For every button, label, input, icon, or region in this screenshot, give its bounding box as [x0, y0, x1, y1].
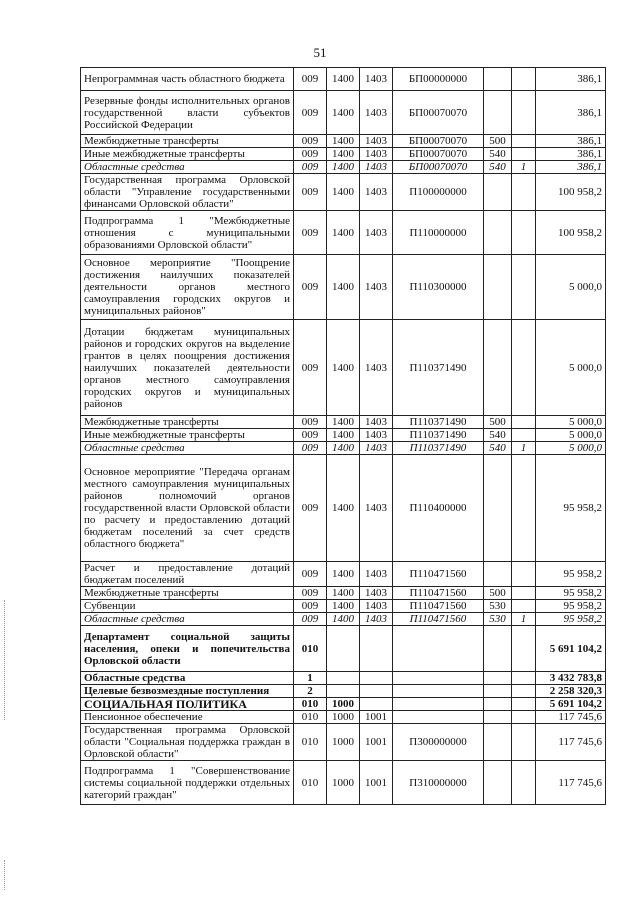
cell-csr — [393, 685, 484, 698]
cell-pr: 1403 — [360, 416, 393, 429]
table-row — [81, 455, 606, 562]
table-row — [81, 600, 606, 613]
cell-src — [512, 724, 536, 761]
cell-gr: 009 — [294, 455, 327, 562]
cell-src — [512, 429, 536, 442]
cell-rz: 1400 — [327, 68, 360, 91]
cell-amount: 386,1 — [536, 68, 606, 91]
cell-vr: 540 — [484, 442, 512, 455]
table-row — [81, 68, 606, 91]
cell-gr: 2 — [294, 685, 327, 698]
cell-pr: 1403 — [360, 429, 393, 442]
cell-src — [512, 587, 536, 600]
cell-src: 1 — [512, 161, 536, 174]
cell-pr: 1403 — [360, 68, 393, 91]
cell-vr — [484, 672, 512, 685]
cell-vr: 530 — [484, 613, 512, 626]
row-name: Государственная программа Орловской области "Социальная поддержка граждан в Орловской области" — [81, 724, 294, 761]
cell-src: 1 — [512, 442, 536, 455]
cell-csr: БП00070070 — [393, 135, 484, 148]
cell-pr: 1403 — [360, 148, 393, 161]
cell-gr: 009 — [294, 320, 327, 416]
cell-amount: 2 258 320,3 — [536, 685, 606, 698]
cell-csr — [393, 698, 484, 711]
cell-gr: 009 — [294, 416, 327, 429]
table-row — [81, 416, 606, 429]
cell-gr: 010 — [294, 761, 327, 805]
cell-csr: П110400000 — [393, 455, 484, 562]
cell-vr — [484, 626, 512, 672]
cell-vr — [484, 685, 512, 698]
cell-vr: 500 — [484, 587, 512, 600]
cell-src — [512, 761, 536, 805]
cell-pr: 1403 — [360, 91, 393, 135]
cell-vr — [484, 68, 512, 91]
table-row — [81, 761, 606, 805]
cell-rz: 1000 — [327, 724, 360, 761]
row-name: Расчет и предоставление дотаций бюджетам поселений — [81, 562, 294, 587]
cell-vr — [484, 91, 512, 135]
cell-vr — [484, 320, 512, 416]
cell-gr: 009 — [294, 562, 327, 587]
cell-src — [512, 626, 536, 672]
row-name: Целевые безвозмездные поступления — [81, 685, 294, 698]
row-name: Областные средства — [81, 613, 294, 626]
cell-rz: 1400 — [327, 600, 360, 613]
cell-rz: 1400 — [327, 148, 360, 161]
cell-gr: 009 — [294, 68, 327, 91]
cell-pr: 1403 — [360, 587, 393, 600]
cell-csr: П110371490 — [393, 320, 484, 416]
cell-amount: 386,1 — [536, 161, 606, 174]
table-row — [81, 724, 606, 761]
cell-src — [512, 211, 536, 255]
cell-pr: 1001 — [360, 724, 393, 761]
cell-csr: П110371490 — [393, 429, 484, 442]
page-number: 51 — [313, 45, 327, 60]
cell-gr: 010 — [294, 711, 327, 724]
cell-gr: 1 — [294, 672, 327, 685]
margin-marks — [4, 860, 7, 890]
cell-amount: 100 958,2 — [536, 211, 606, 255]
cell-vr: 540 — [484, 429, 512, 442]
cell-amount: 117 745,6 — [536, 724, 606, 761]
cell-src: 1 — [512, 613, 536, 626]
cell-rz: 1000 — [327, 711, 360, 724]
cell-gr: 009 — [294, 429, 327, 442]
cell-gr: 009 — [294, 135, 327, 148]
cell-csr: БП00070070 — [393, 91, 484, 135]
cell-csr: П110300000 — [393, 255, 484, 320]
cell-amount: 386,1 — [536, 135, 606, 148]
cell-pr: 1403 — [360, 442, 393, 455]
row-name: Областные средства — [81, 672, 294, 685]
cell-rz: 1400 — [327, 562, 360, 587]
cell-csr: БП00070070 — [393, 161, 484, 174]
cell-rz: 1400 — [327, 320, 360, 416]
cell-src — [512, 135, 536, 148]
row-name: Межбюджетные трансферты — [81, 587, 294, 600]
cell-gr: 009 — [294, 148, 327, 161]
cell-gr: 010 — [294, 724, 327, 761]
cell-csr: П110371490 — [393, 442, 484, 455]
cell-gr: 009 — [294, 161, 327, 174]
cell-gr: 010 — [294, 626, 327, 672]
cell-vr — [484, 174, 512, 211]
cell-csr: П110471560 — [393, 587, 484, 600]
cell-csr: П110471560 — [393, 613, 484, 626]
cell-src — [512, 148, 536, 161]
cell-gr: 009 — [294, 587, 327, 600]
cell-rz: 1000 — [327, 761, 360, 805]
cell-amount: 5 000,0 — [536, 320, 606, 416]
cell-src — [512, 711, 536, 724]
cell-pr — [360, 672, 393, 685]
row-name: Основное мероприятие "Передача органам местного самоуправления муниципальных районов полномочий органов государственной власти Орловской области по расчету и предоставлению дотаций бюджетам поселений за счет средств областного бюджета" — [81, 455, 294, 562]
cell-pr: 1403 — [360, 455, 393, 562]
cell-csr: П110471560 — [393, 562, 484, 587]
cell-vr — [484, 698, 512, 711]
cell-amount: 100 958,2 — [536, 174, 606, 211]
cell-amount: 3 432 783,8 — [536, 672, 606, 685]
table-row — [81, 91, 606, 135]
cell-gr: 009 — [294, 211, 327, 255]
cell-vr — [484, 761, 512, 805]
cell-gr: 009 — [294, 442, 327, 455]
table-row — [81, 320, 606, 416]
cell-gr: 009 — [294, 600, 327, 613]
cell-rz: 1000 — [327, 698, 360, 711]
cell-csr: БП00070070 — [393, 148, 484, 161]
row-name: Субвенции — [81, 600, 294, 613]
cell-amount: 95 958,2 — [536, 587, 606, 600]
row-name: Межбюджетные трансферты — [81, 416, 294, 429]
table-row — [81, 711, 606, 724]
cell-src — [512, 455, 536, 562]
cell-src — [512, 562, 536, 587]
cell-src — [512, 91, 536, 135]
cell-amount: 117 745,6 — [536, 711, 606, 724]
cell-csr: П310000000 — [393, 761, 484, 805]
cell-src — [512, 672, 536, 685]
cell-pr: 1403 — [360, 174, 393, 211]
cell-amount: 117 745,6 — [536, 761, 606, 805]
cell-vr — [484, 455, 512, 562]
cell-rz — [327, 626, 360, 672]
cell-amount: 95 958,2 — [536, 455, 606, 562]
cell-amount: 5 691 104,2 — [536, 698, 606, 711]
row-name: Областные средства — [81, 442, 294, 455]
cell-rz: 1400 — [327, 91, 360, 135]
cell-csr — [393, 626, 484, 672]
cell-rz: 1400 — [327, 161, 360, 174]
cell-rz: 1400 — [327, 442, 360, 455]
cell-rz: 1400 — [327, 416, 360, 429]
row-name: Непрограммная часть областного бюджета — [81, 68, 294, 91]
cell-vr: 530 — [484, 600, 512, 613]
row-name: Межбюджетные трансферты — [81, 135, 294, 148]
row-name: Государственная программа Орловской области "Управление государственными финансами Орловской области" — [81, 174, 294, 211]
cell-vr: 500 — [484, 135, 512, 148]
cell-vr: 540 — [484, 148, 512, 161]
cell-amount: 95 958,2 — [536, 562, 606, 587]
table-row — [81, 148, 606, 161]
cell-gr: 009 — [294, 255, 327, 320]
cell-rz: 1400 — [327, 455, 360, 562]
cell-src — [512, 685, 536, 698]
cell-csr: П110471560 — [393, 600, 484, 613]
row-name: Иные межбюджетные трансферты — [81, 148, 294, 161]
cell-src — [512, 698, 536, 711]
table-row — [81, 211, 606, 255]
cell-pr: 1403 — [360, 211, 393, 255]
cell-src — [512, 320, 536, 416]
cell-pr: 1403 — [360, 562, 393, 587]
cell-rz: 1400 — [327, 255, 360, 320]
row-name: Дотации бюджетам муниципальных районов и городских округов на выделение грантов в целях поощрения достижения наилучших показателей деятельности органов местного самоуправления городских округов и муниципальных районов — [81, 320, 294, 416]
cell-pr — [360, 685, 393, 698]
cell-pr: 1403 — [360, 320, 393, 416]
cell-src — [512, 68, 536, 91]
row-name: Областные средства — [81, 161, 294, 174]
cell-rz: 1400 — [327, 613, 360, 626]
cell-rz — [327, 672, 360, 685]
cell-rz: 1400 — [327, 429, 360, 442]
table-row — [81, 626, 606, 672]
table-row — [81, 174, 606, 211]
table-row — [81, 698, 606, 711]
cell-csr: БП00000000 — [393, 68, 484, 91]
cell-vr: 540 — [484, 161, 512, 174]
cell-csr: П110371490 — [393, 416, 484, 429]
cell-src — [512, 416, 536, 429]
cell-src — [512, 255, 536, 320]
cell-csr: П300000000 — [393, 724, 484, 761]
cell-rz: 1400 — [327, 211, 360, 255]
cell-amount: 386,1 — [536, 91, 606, 135]
cell-rz: 1400 — [327, 174, 360, 211]
cell-gr: 009 — [294, 91, 327, 135]
table-row — [81, 135, 606, 148]
cell-amount: 5 000,0 — [536, 416, 606, 429]
cell-amount: 386,1 — [536, 148, 606, 161]
cell-amount: 5 691 104,2 — [536, 626, 606, 672]
cell-rz: 1400 — [327, 135, 360, 148]
cell-csr: П110000000 — [393, 211, 484, 255]
cell-pr: 1001 — [360, 711, 393, 724]
cell-pr: 1403 — [360, 255, 393, 320]
table-row — [81, 562, 606, 587]
table-row — [81, 442, 606, 455]
row-name: Основное мероприятие "Поощрение достижения наилучших показателей деятельности органов местного самоуправления городских округов и муниципальных районов" — [81, 255, 294, 320]
table-row — [81, 161, 606, 174]
table-row — [81, 429, 606, 442]
cell-pr: 1403 — [360, 161, 393, 174]
row-name: Резервные фонды исполнительных органов государственной власти субъектов Российской Федерации — [81, 91, 294, 135]
cell-pr: 1403 — [360, 135, 393, 148]
row-name: Департамент социальной защиты населения, опеки и попечительства Орловской области — [81, 626, 294, 672]
row-name: СОЦИАЛЬНАЯ ПОЛИТИКА — [81, 698, 294, 711]
table-row — [81, 672, 606, 685]
cell-rz — [327, 685, 360, 698]
cell-amount: 95 958,2 — [536, 600, 606, 613]
table-row — [81, 587, 606, 600]
cell-csr: П100000000 — [393, 174, 484, 211]
cell-pr: 1001 — [360, 761, 393, 805]
cell-csr — [393, 711, 484, 724]
cell-pr — [360, 698, 393, 711]
table-row — [81, 613, 606, 626]
cell-gr: 010 — [294, 698, 327, 711]
cell-src — [512, 174, 536, 211]
row-name: Пенсионное обеспечение — [81, 711, 294, 724]
margin-marks — [4, 600, 7, 720]
table-row — [81, 255, 606, 320]
cell-gr: 009 — [294, 613, 327, 626]
cell-pr: 1403 — [360, 600, 393, 613]
budget-table — [80, 67, 606, 805]
cell-vr — [484, 211, 512, 255]
row-name: Подпрограмма 1 "Межбюджетные отношения с муниципальными образованиями Орловской области" — [81, 211, 294, 255]
row-name: Подпрограмма 1 "Совершенствование системы социальной поддержки отдельных категорий граждан" — [81, 761, 294, 805]
cell-src — [512, 600, 536, 613]
cell-vr — [484, 255, 512, 320]
row-name: Иные межбюджетные трансферты — [81, 429, 294, 442]
cell-amount: 5 000,0 — [536, 255, 606, 320]
cell-vr — [484, 562, 512, 587]
cell-vr — [484, 724, 512, 761]
cell-vr: 500 — [484, 416, 512, 429]
cell-vr — [484, 711, 512, 724]
cell-pr: 1403 — [360, 613, 393, 626]
cell-gr: 009 — [294, 174, 327, 211]
cell-rz: 1400 — [327, 587, 360, 600]
cell-amount: 5 000,0 — [536, 442, 606, 455]
cell-csr — [393, 672, 484, 685]
cell-pr — [360, 626, 393, 672]
cell-amount: 95 958,2 — [536, 613, 606, 626]
table-row — [81, 685, 606, 698]
cell-amount: 5 000,0 — [536, 429, 606, 442]
